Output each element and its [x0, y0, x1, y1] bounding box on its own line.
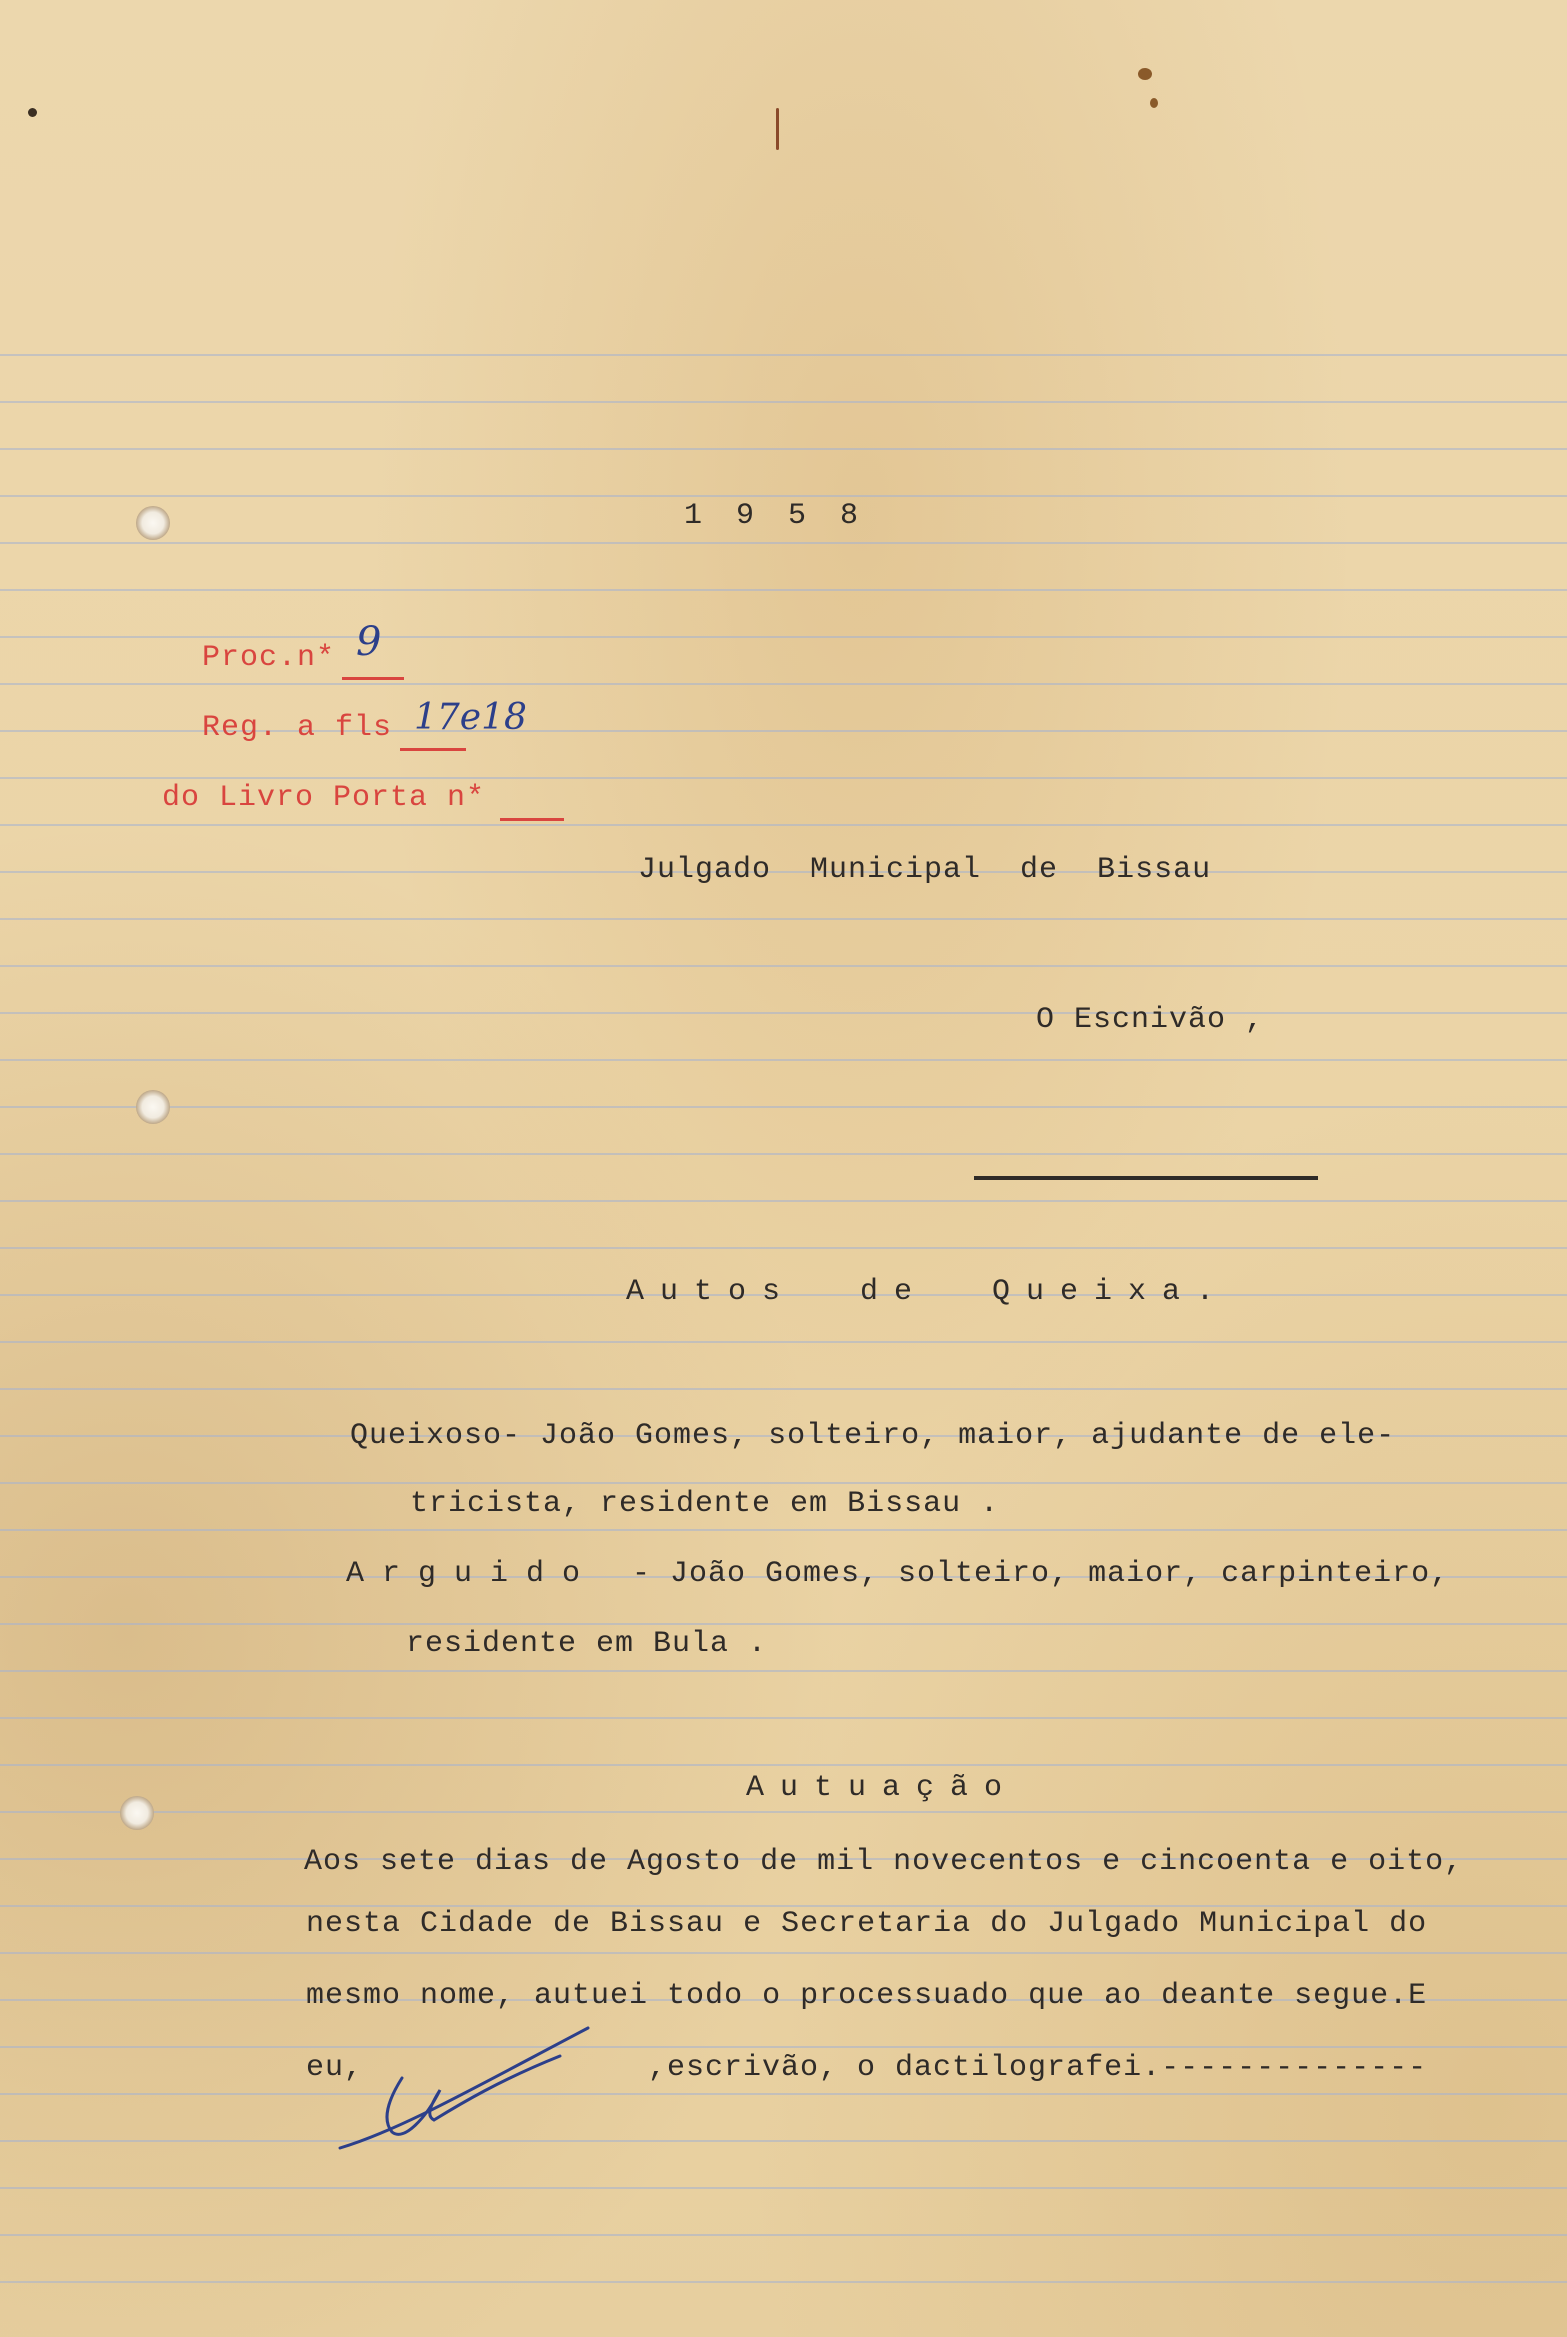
closing-rest: ,escrivão, o dactilografei.--------------: [648, 2051, 1428, 2085]
livro-label: do Livro Porta n*: [162, 781, 486, 815]
tear-mark: [776, 108, 779, 150]
body-line-1: Aos sete dias de Agosto de mil novecentos e cincoenta e oito,: [304, 1845, 1464, 1879]
ink-dot: [28, 108, 37, 117]
queixoso-line-2: tricista, residente em Bissau .: [410, 1487, 1000, 1521]
punch-hole-middle: [136, 1090, 170, 1124]
case-title: Autos de Queixa.: [626, 1275, 1231, 1309]
reg-label: Reg. a fls: [202, 711, 393, 745]
arguido-line-2: residente em Bula .: [406, 1627, 768, 1661]
stain-mark: [1138, 68, 1152, 80]
proc-underline: [342, 677, 404, 680]
arguido-line-1: - João Gomes, solteiro, maior, carpinteiro,: [632, 1557, 1450, 1591]
closing-eu: eu,: [306, 2051, 364, 2085]
autuacao-title: Autuação: [746, 1771, 1019, 1805]
document-year: 1 9 5 8: [684, 499, 867, 533]
clerk-title: O Escnivão ,: [1036, 1003, 1265, 1037]
reg-pages: 17e18: [414, 697, 527, 738]
stain-mark-2: [1150, 98, 1158, 108]
queixoso-line-1: Queixoso- João Gomes, solteiro, maior, ajudante de ele-: [350, 1419, 1396, 1453]
livro-underline: [500, 818, 564, 821]
proc-number: 9: [356, 619, 382, 665]
clerk-signature-line: [974, 1176, 1318, 1180]
punch-hole-top: [136, 506, 170, 540]
body-line-3: mesmo nome, autuei todo o processuado que ao deante segue.E: [306, 1979, 1428, 2013]
clerk-signature: [330, 2020, 600, 2160]
court-name: Julgado Municipal de Bissau: [638, 853, 1212, 887]
body-line-2: nesta Cidade de Bissau e Secretaria do Julgado Municipal do: [306, 1907, 1428, 1941]
reg-underline: [400, 748, 466, 751]
arguido-label: Arguido: [346, 1557, 599, 1591]
punch-hole-bottom: [120, 1796, 154, 1830]
proc-label: Proc.n*: [202, 641, 336, 675]
